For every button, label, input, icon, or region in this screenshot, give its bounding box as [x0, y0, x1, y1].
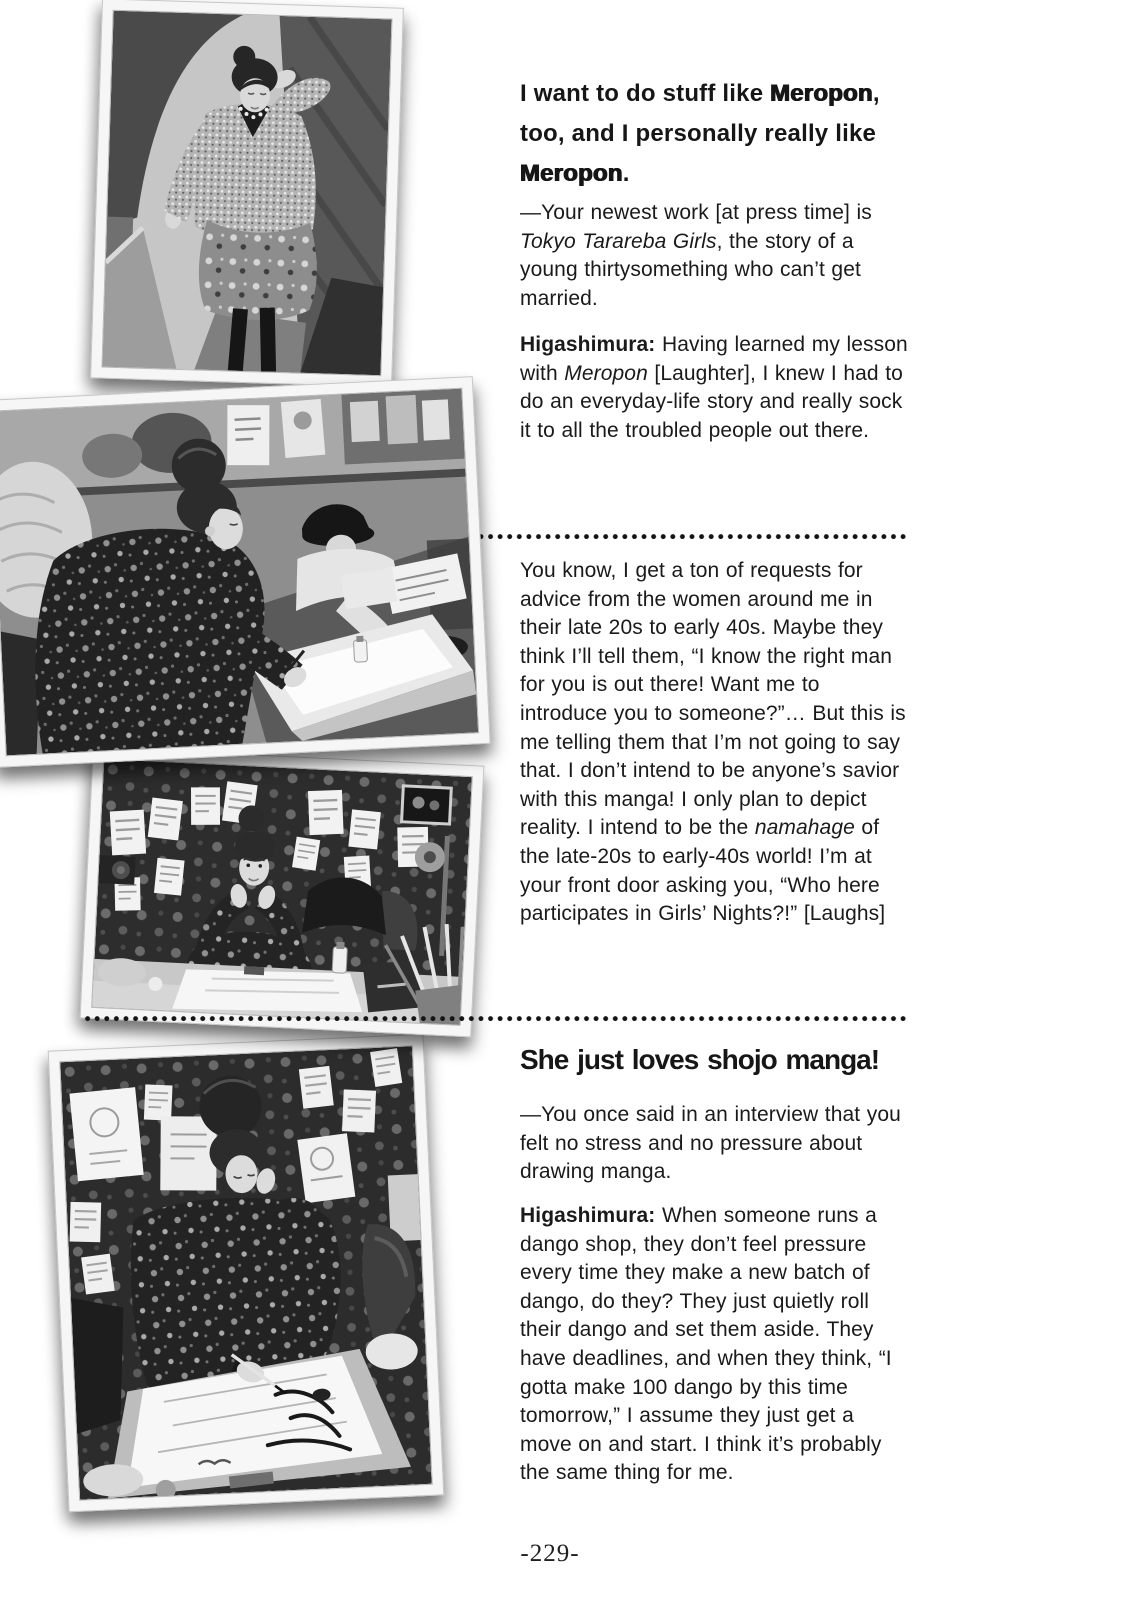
- photo-salute-stairs: [90, 0, 404, 388]
- pull-quote-text: I want to do stuff like: [520, 80, 771, 107]
- answer-text: When someone runs a dango shop, they don’t feel pressure every time they make a new batch of dango, do they? They just quietly roll their dango and set them aside. They have deadlines, and when they think, “I gotta make 100 dango by this time tomorrow,” I assume they just get a move on and start. I think it’s probably the same thing for me.: [520, 1204, 892, 1485]
- pull-quote-text: , too, and I personally really like: [520, 80, 880, 147]
- page-number: -229-: [520, 1540, 580, 1567]
- interviewer-question: —You once said in an interview that you felt no stress and no pressure about drawing manga.: [520, 1103, 901, 1184]
- photo-illustration: [0, 389, 478, 756]
- speaker-name: Higashimura:: [520, 333, 656, 356]
- term-italic: namahage: [754, 816, 855, 840]
- answer-text: [Laughter], I knew I had to do an everyday-life story and really sock it to all the troubled people out there.: [520, 361, 903, 442]
- pull-quote-text: .: [622, 160, 630, 187]
- photo-illustration: [60, 1046, 432, 1500]
- dotted-divider: [85, 1016, 907, 1022]
- section-heading: She just loves shojo manga!: [520, 1044, 880, 1075]
- answer-text: You know, I get a ton of requests for advice from the women around me in their late 20s to early 40s. Maybe they think I’ll tell them, “I know the right man for you is out there! Want me to introduce you to someone?”… But this is me telling them that I’m not going to say that. I don’t intend to be anyone’s savior with this manga! I only plan to depict reality. I intend to be the: [520, 559, 906, 840]
- photo-illustration: [92, 759, 472, 1025]
- speaker-name: Higashimura:: [520, 1204, 656, 1227]
- answer-paragraph: [520, 331, 908, 445]
- photo-drawing-board: [48, 1034, 445, 1513]
- question-text: —Your newest work [at press time] is: [520, 201, 872, 224]
- work-title-italic: Tokyo Tarareba Girls: [520, 229, 717, 253]
- pull-quote: [520, 74, 908, 194]
- work-title: Meropon: [770, 80, 873, 107]
- photo-desk-pose: [80, 747, 485, 1038]
- question-text: , the story of a young thirtysomething who can’t get married.: [520, 229, 861, 310]
- answer-text: of the late-20s to early-40s world! I’m at your front door asking you, “Who here participates in Girls’ Nights?!” [Laughs]: [520, 816, 886, 926]
- interviewer-question: [520, 199, 908, 313]
- answer-paragraph: [520, 557, 908, 929]
- photo-illustration: [102, 11, 391, 376]
- photo-light-table: [0, 376, 491, 768]
- work-title-italic: Meropon: [564, 361, 648, 385]
- answer-text: Having learned my lesson with: [520, 333, 908, 385]
- answer-paragraph: [520, 1202, 908, 1488]
- work-title: Meropon: [520, 160, 623, 187]
